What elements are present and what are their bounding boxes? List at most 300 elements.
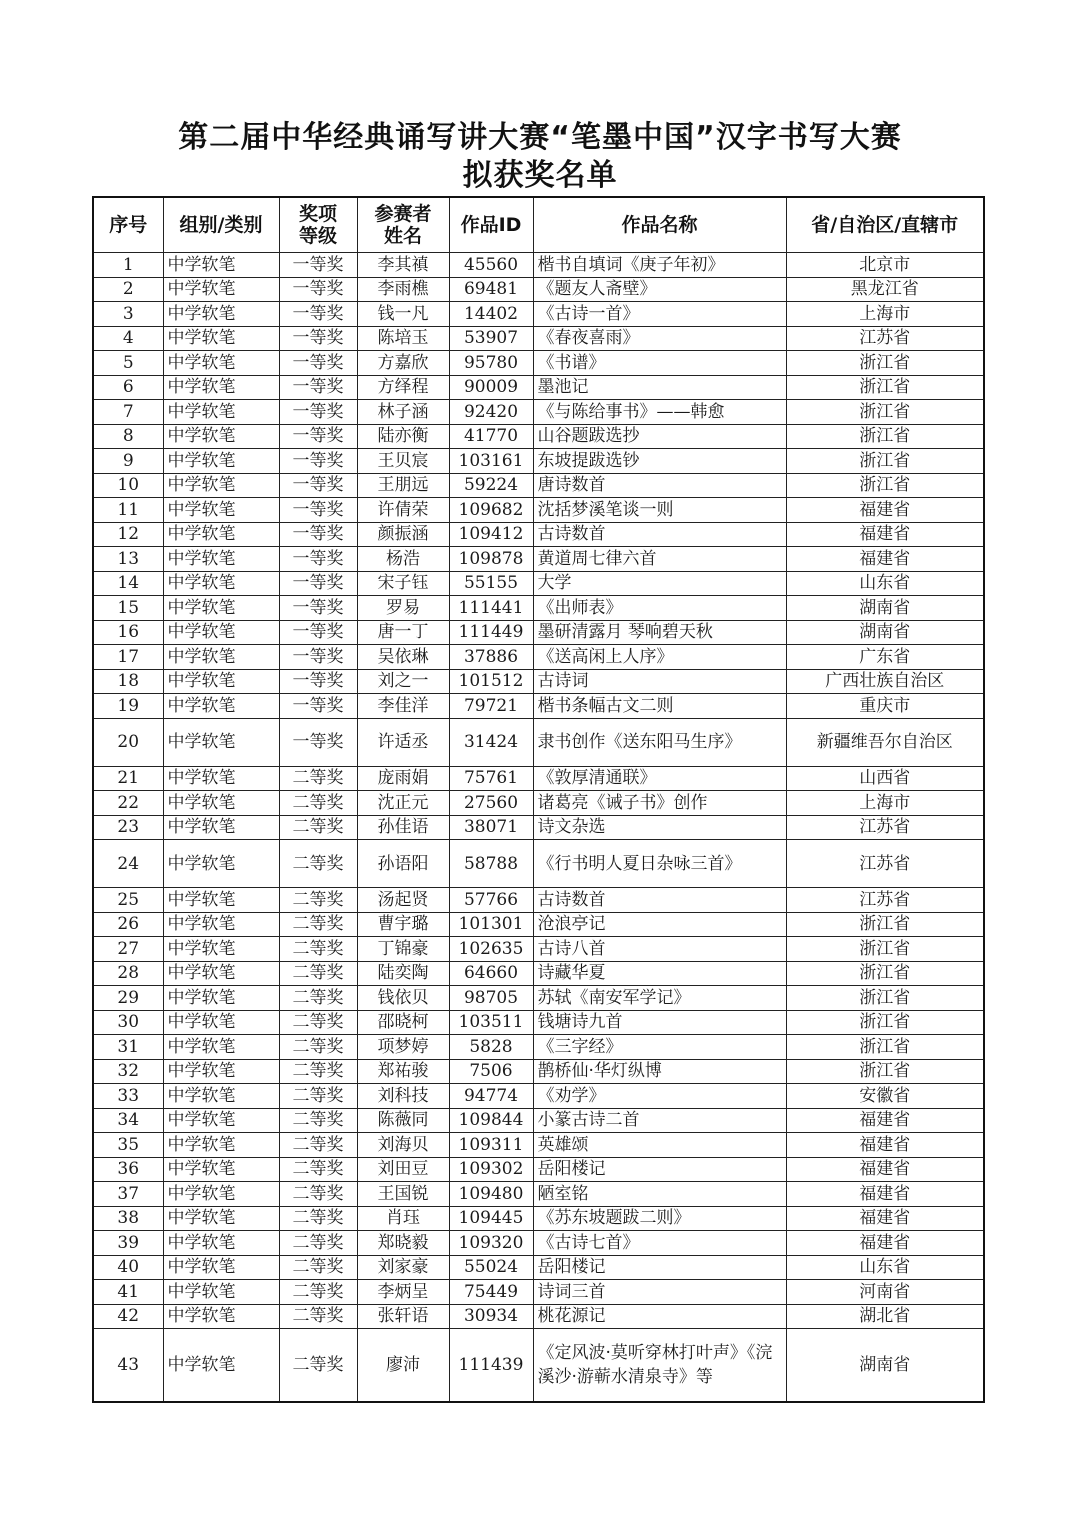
row-work-title: 钱塘诗九首 <box>533 1010 786 1035</box>
table-row <box>93 1329 984 1403</box>
table-row <box>93 1133 984 1158</box>
row-province: 福建省 <box>786 1108 984 1133</box>
row-number: 33 <box>93 1084 163 1109</box>
row-group: 中学软笔 <box>163 1133 279 1158</box>
row-province: 新疆维吾尔自治区 <box>786 718 984 766</box>
row-province: 湖南省 <box>786 596 984 621</box>
row-group: 中学软笔 <box>163 1329 279 1403</box>
row-province: 江苏省 <box>786 840 984 888</box>
row-number: 17 <box>93 645 163 670</box>
row-province: 山东省 <box>786 1255 984 1280</box>
row-award-level: 二等奖 <box>279 1133 357 1158</box>
row-number: 40 <box>93 1255 163 1280</box>
row-group: 中学软笔 <box>163 498 279 523</box>
row-award-level: 一等奖 <box>279 718 357 766</box>
row-participant-name: 罗易 <box>357 596 449 621</box>
row-work-title: 《题友人斋壁》 <box>533 277 786 302</box>
row-work-title: 唐诗数首 <box>533 473 786 498</box>
table-row <box>93 1084 984 1109</box>
table-row <box>93 400 984 425</box>
row-work-id: 75449 <box>449 1280 533 1305</box>
row-province: 浙江省 <box>786 351 984 376</box>
table-row <box>93 937 984 962</box>
row-award-level: 二等奖 <box>279 840 357 888</box>
row-award-level: 二等奖 <box>279 912 357 937</box>
row-work-title: 《书谱》 <box>533 351 786 376</box>
table-row <box>93 620 984 645</box>
row-work-id: 111441 <box>449 596 533 621</box>
row-participant-name: 廖沛 <box>357 1329 449 1403</box>
row-work-title: 《古诗一首》 <box>533 302 786 327</box>
row-work-id: 109412 <box>449 522 533 547</box>
row-work-id: 102635 <box>449 937 533 962</box>
row-number: 1 <box>93 253 163 278</box>
row-award-level: 一等奖 <box>279 498 357 523</box>
row-work-id: 90009 <box>449 375 533 400</box>
row-province: 河南省 <box>786 1280 984 1305</box>
row-province: 浙江省 <box>786 961 984 986</box>
table-row <box>93 815 984 840</box>
row-work-title: 《苏东坡题跋二则》 <box>533 1206 786 1231</box>
row-province: 浙江省 <box>786 937 984 962</box>
table-row <box>93 326 984 351</box>
row-work-title: 隶书创作《送东阳马生序》 <box>533 718 786 766</box>
row-work-title: 《春夜喜雨》 <box>533 326 786 351</box>
row-participant-name: 刘科技 <box>357 1084 449 1109</box>
row-province: 浙江省 <box>786 1010 984 1035</box>
row-province: 福建省 <box>786 1182 984 1207</box>
row-group: 中学软笔 <box>163 596 279 621</box>
row-work-id: 64660 <box>449 961 533 986</box>
row-province: 浙江省 <box>786 986 984 1011</box>
row-participant-name: 李佳洋 <box>357 694 449 719</box>
row-award-level: 一等奖 <box>279 424 357 449</box>
row-award-level: 二等奖 <box>279 791 357 816</box>
row-group: 中学软笔 <box>163 1108 279 1133</box>
row-work-title: 诗词三首 <box>533 1280 786 1305</box>
row-participant-name: 王国锐 <box>357 1182 449 1207</box>
table-row <box>93 302 984 327</box>
row-work-id: 69481 <box>449 277 533 302</box>
row-number: 7 <box>93 400 163 425</box>
table-header-row <box>93 197 984 253</box>
row-award-level: 二等奖 <box>279 1304 357 1329</box>
row-work-id: 95780 <box>449 351 533 376</box>
row-participant-name: 肖珏 <box>357 1206 449 1231</box>
row-number: 10 <box>93 473 163 498</box>
table-row <box>93 547 984 572</box>
row-group: 中学软笔 <box>163 547 279 572</box>
row-award-level: 二等奖 <box>279 1010 357 1035</box>
row-work-id: 109445 <box>449 1206 533 1231</box>
row-group: 中学软笔 <box>163 1206 279 1231</box>
row-number: 19 <box>93 694 163 719</box>
row-number: 30 <box>93 1010 163 1035</box>
row-province: 湖北省 <box>786 1304 984 1329</box>
row-number: 43 <box>93 1329 163 1403</box>
row-province: 黑龙江省 <box>786 277 984 302</box>
row-work-title: 楷书条幅古文二则 <box>533 694 786 719</box>
row-province: 浙江省 <box>786 473 984 498</box>
row-award-level: 一等奖 <box>279 400 357 425</box>
row-work-id: 98705 <box>449 986 533 1011</box>
row-group: 中学软笔 <box>163 424 279 449</box>
row-work-id: 101301 <box>449 912 533 937</box>
row-work-id: 27560 <box>449 791 533 816</box>
page-subtitle: 拟获奖名单 <box>462 158 618 193</box>
table-row <box>93 766 984 791</box>
row-participant-name: 钱依贝 <box>357 986 449 1011</box>
row-group: 中学软笔 <box>163 351 279 376</box>
row-group: 中学软笔 <box>163 791 279 816</box>
row-province: 江苏省 <box>786 815 984 840</box>
table-row <box>93 277 984 302</box>
row-award-level: 一等奖 <box>279 253 357 278</box>
row-participant-name: 丁锦豪 <box>357 937 449 962</box>
row-group: 中学软笔 <box>163 1035 279 1060</box>
table-row <box>93 449 984 474</box>
row-work-title: 岳阳楼记 <box>533 1255 786 1280</box>
row-group: 中学软笔 <box>163 645 279 670</box>
row-number: 12 <box>93 522 163 547</box>
row-province: 上海市 <box>786 302 984 327</box>
row-group: 中学软笔 <box>163 473 279 498</box>
row-work-id: 37886 <box>449 645 533 670</box>
row-work-title: 《送高闲上人序》 <box>533 645 786 670</box>
table-row <box>93 571 984 596</box>
row-number: 42 <box>93 1304 163 1329</box>
table-row <box>93 1231 984 1256</box>
row-work-title: 沈括梦溪笔谈一则 <box>533 498 786 523</box>
row-award-level: 二等奖 <box>279 1206 357 1231</box>
row-participant-name: 曹宇璐 <box>357 912 449 937</box>
row-award-level: 一等奖 <box>279 277 357 302</box>
row-number: 26 <box>93 912 163 937</box>
row-group: 中学软笔 <box>163 840 279 888</box>
header-award-level: 奖项等级 <box>279 197 357 253</box>
header-work-title: 作品名称 <box>533 197 786 253</box>
row-province: 广东省 <box>786 645 984 670</box>
row-group: 中学软笔 <box>163 1010 279 1035</box>
row-group: 中学软笔 <box>163 1304 279 1329</box>
row-participant-name: 陈培玉 <box>357 326 449 351</box>
row-province: 山东省 <box>786 571 984 596</box>
row-work-title: 《三字经》 <box>533 1035 786 1060</box>
row-work-title: 《劝学》 <box>533 1084 786 1109</box>
row-number: 9 <box>93 449 163 474</box>
table-row <box>93 694 984 719</box>
row-group: 中学软笔 <box>163 277 279 302</box>
row-number: 32 <box>93 1059 163 1084</box>
table-row <box>93 718 984 766</box>
row-participant-name: 钱一凡 <box>357 302 449 327</box>
row-province: 福建省 <box>786 1206 984 1231</box>
row-work-id: 57766 <box>449 888 533 913</box>
row-participant-name: 邵晓柯 <box>357 1010 449 1035</box>
row-number: 6 <box>93 375 163 400</box>
table-row <box>93 596 984 621</box>
row-province: 福建省 <box>786 522 984 547</box>
row-participant-name: 林子涵 <box>357 400 449 425</box>
row-group: 中学软笔 <box>163 1255 279 1280</box>
row-work-title: 诗文杂选 <box>533 815 786 840</box>
row-group: 中学软笔 <box>163 912 279 937</box>
row-work-id: 111439 <box>449 1329 533 1403</box>
row-award-level: 一等奖 <box>279 596 357 621</box>
row-group: 中学软笔 <box>163 302 279 327</box>
row-participant-name: 汤起贤 <box>357 888 449 913</box>
row-award-level: 二等奖 <box>279 1329 357 1403</box>
row-work-title: 东坡提跋选钞 <box>533 449 786 474</box>
row-group: 中学软笔 <box>163 669 279 694</box>
row-group: 中学软笔 <box>163 986 279 1011</box>
row-number: 20 <box>93 718 163 766</box>
row-number: 34 <box>93 1108 163 1133</box>
row-work-title: 《与陈给事书》——韩愈 <box>533 400 786 425</box>
row-province: 浙江省 <box>786 424 984 449</box>
row-participant-name: 吴依琳 <box>357 645 449 670</box>
row-award-level: 二等奖 <box>279 1108 357 1133</box>
table-row <box>93 1255 984 1280</box>
row-group: 中学软笔 <box>163 694 279 719</box>
row-award-level: 一等奖 <box>279 473 357 498</box>
row-award-level: 一等奖 <box>279 620 357 645</box>
row-work-title: 沧浪亭记 <box>533 912 786 937</box>
row-number: 4 <box>93 326 163 351</box>
row-participant-name: 刘之一 <box>357 669 449 694</box>
table-body <box>93 253 984 1403</box>
row-province: 山西省 <box>786 766 984 791</box>
row-participant-name: 陈薇同 <box>357 1108 449 1133</box>
row-award-level: 一等奖 <box>279 522 357 547</box>
row-work-id: 14402 <box>449 302 533 327</box>
row-number: 29 <box>93 986 163 1011</box>
row-work-title: 古诗数首 <box>533 522 786 547</box>
row-work-id: 55155 <box>449 571 533 596</box>
row-number: 39 <box>93 1231 163 1256</box>
row-work-title: 古诗数首 <box>533 888 786 913</box>
row-province: 浙江省 <box>786 1059 984 1084</box>
row-work-title: 《行书明人夏日杂咏三首》 <box>533 840 786 888</box>
table-row <box>93 888 984 913</box>
row-province: 福建省 <box>786 1157 984 1182</box>
row-participant-name: 张轩语 <box>357 1304 449 1329</box>
row-work-title: 诗藏华夏 <box>533 961 786 986</box>
row-province: 浙江省 <box>786 400 984 425</box>
row-award-level: 二等奖 <box>279 815 357 840</box>
row-number: 25 <box>93 888 163 913</box>
row-award-level: 一等奖 <box>279 571 357 596</box>
row-participant-name: 沈正元 <box>357 791 449 816</box>
row-group: 中学软笔 <box>163 400 279 425</box>
row-award-level: 二等奖 <box>279 986 357 1011</box>
row-award-level: 一等奖 <box>279 547 357 572</box>
row-number: 15 <box>93 596 163 621</box>
row-number: 16 <box>93 620 163 645</box>
row-award-level: 二等奖 <box>279 961 357 986</box>
row-work-id: 38071 <box>449 815 533 840</box>
row-participant-name: 杨浩 <box>357 547 449 572</box>
row-participant-name: 项梦婷 <box>357 1035 449 1060</box>
row-group: 中学软笔 <box>163 326 279 351</box>
row-province: 福建省 <box>786 1133 984 1158</box>
row-group: 中学软笔 <box>163 937 279 962</box>
row-work-title: 古诗词 <box>533 669 786 694</box>
row-work-title: 诸葛亮《诫子书》创作 <box>533 791 786 816</box>
row-award-level: 二等奖 <box>279 1255 357 1280</box>
table-row <box>93 522 984 547</box>
row-number: 37 <box>93 1182 163 1207</box>
row-work-title: 山谷题跋选抄 <box>533 424 786 449</box>
row-work-id: 30934 <box>449 1304 533 1329</box>
header-group: 组别/类别 <box>163 197 279 253</box>
row-work-id: 45560 <box>449 253 533 278</box>
row-group: 中学软笔 <box>163 375 279 400</box>
row-province: 安徽省 <box>786 1084 984 1109</box>
row-participant-name: 方绎程 <box>357 375 449 400</box>
row-province: 上海市 <box>786 791 984 816</box>
row-number: 5 <box>93 351 163 376</box>
table-row <box>93 1010 984 1035</box>
row-work-id: 5828 <box>449 1035 533 1060</box>
row-province: 浙江省 <box>786 375 984 400</box>
table-row <box>93 253 984 278</box>
row-province: 江苏省 <box>786 888 984 913</box>
table-row <box>93 1157 984 1182</box>
row-award-level: 二等奖 <box>279 1035 357 1060</box>
row-province: 江苏省 <box>786 326 984 351</box>
row-work-title: 古诗八首 <box>533 937 786 962</box>
row-province: 浙江省 <box>786 912 984 937</box>
table-row <box>93 473 984 498</box>
row-participant-name: 李其禛 <box>357 253 449 278</box>
row-number: 14 <box>93 571 163 596</box>
row-participant-name: 许适丞 <box>357 718 449 766</box>
row-number: 35 <box>93 1133 163 1158</box>
row-award-level: 一等奖 <box>279 302 357 327</box>
row-number: 38 <box>93 1206 163 1231</box>
row-number: 18 <box>93 669 163 694</box>
row-work-title: 大学 <box>533 571 786 596</box>
table-row <box>93 1059 984 1084</box>
row-participant-name: 庞雨娟 <box>357 766 449 791</box>
row-group: 中学软笔 <box>163 522 279 547</box>
row-work-id: 92420 <box>449 400 533 425</box>
row-group: 中学软笔 <box>163 620 279 645</box>
table-row <box>93 961 984 986</box>
row-award-level: 二等奖 <box>279 1059 357 1084</box>
row-work-title: 楷书自填词《庚子年初》 <box>533 253 786 278</box>
table-row <box>93 424 984 449</box>
row-group: 中学软笔 <box>163 1059 279 1084</box>
table-row <box>93 645 984 670</box>
row-work-id: 75761 <box>449 766 533 791</box>
table-row <box>93 351 984 376</box>
row-work-id: 53907 <box>449 326 533 351</box>
row-work-title: 英雄颂 <box>533 1133 786 1158</box>
table-row <box>93 498 984 523</box>
row-number: 2 <box>93 277 163 302</box>
row-award-level: 二等奖 <box>279 1231 357 1256</box>
row-work-id: 111449 <box>449 620 533 645</box>
row-work-title: 墨研清露月 琴响碧天秋 <box>533 620 786 645</box>
row-work-title: 桃花源记 <box>533 1304 786 1329</box>
row-participant-name: 王贝宸 <box>357 449 449 474</box>
row-award-level: 一等奖 <box>279 351 357 376</box>
row-award-level: 二等奖 <box>279 888 357 913</box>
row-number: 22 <box>93 791 163 816</box>
row-work-id: 109844 <box>449 1108 533 1133</box>
row-work-title: 墨池记 <box>533 375 786 400</box>
row-participant-name: 刘海贝 <box>357 1133 449 1158</box>
row-award-level: 一等奖 <box>279 645 357 670</box>
row-work-id: 55024 <box>449 1255 533 1280</box>
table-row <box>93 840 984 888</box>
row-work-title: 《敦厚清通联》 <box>533 766 786 791</box>
row-work-title: 小篆古诗二首 <box>533 1108 786 1133</box>
table-row <box>93 1035 984 1060</box>
row-group: 中学软笔 <box>163 766 279 791</box>
row-work-title: 鹊桥仙·华灯纵博 <box>533 1059 786 1084</box>
row-work-title: 《定风波·莫听穿林打叶声》《浣溪沙·游蕲水清泉寺》等 <box>533 1329 786 1403</box>
row-work-id: 94774 <box>449 1084 533 1109</box>
row-work-id: 109320 <box>449 1231 533 1256</box>
header-participant-name: 参赛者姓名 <box>357 197 449 253</box>
row-work-id: 109682 <box>449 498 533 523</box>
row-work-id: 79721 <box>449 694 533 719</box>
row-work-id: 103511 <box>449 1010 533 1035</box>
page-title: 第二届中华经典诵写讲大赛“笔墨中国”汉字书写大赛 <box>178 120 902 155</box>
row-participant-name: 方嘉欣 <box>357 351 449 376</box>
row-participant-name: 郑祐骏 <box>357 1059 449 1084</box>
table-row <box>93 669 984 694</box>
row-work-title: 岳阳楼记 <box>533 1157 786 1182</box>
row-province: 湖南省 <box>786 620 984 645</box>
row-group: 中学软笔 <box>163 888 279 913</box>
row-work-id: 103161 <box>449 449 533 474</box>
row-award-level: 二等奖 <box>279 1157 357 1182</box>
row-province: 重庆市 <box>786 694 984 719</box>
row-work-id: 41770 <box>449 424 533 449</box>
row-award-level: 一等奖 <box>279 326 357 351</box>
row-participant-name: 刘家豪 <box>357 1255 449 1280</box>
row-participant-name: 孙佳语 <box>357 815 449 840</box>
award-table <box>92 196 985 1403</box>
header-number: 序号 <box>93 197 163 253</box>
table-row <box>93 1108 984 1133</box>
row-work-title: 黄道周七律六首 <box>533 547 786 572</box>
row-number: 23 <box>93 815 163 840</box>
row-province: 广西壮族自治区 <box>786 669 984 694</box>
table-row <box>93 1206 984 1231</box>
row-award-level: 二等奖 <box>279 766 357 791</box>
header-province: 省/自治区/直辖市 <box>786 197 984 253</box>
row-work-id: 109878 <box>449 547 533 572</box>
row-number: 24 <box>93 840 163 888</box>
row-number: 31 <box>93 1035 163 1060</box>
row-participant-name: 颜振涵 <box>357 522 449 547</box>
row-group: 中学软笔 <box>163 1182 279 1207</box>
row-participant-name: 宋子钰 <box>357 571 449 596</box>
row-participant-name: 孙语阳 <box>357 840 449 888</box>
row-number: 11 <box>93 498 163 523</box>
row-number: 8 <box>93 424 163 449</box>
row-award-level: 二等奖 <box>279 937 357 962</box>
row-participant-name: 李雨樵 <box>357 277 449 302</box>
row-participant-name: 王朋远 <box>357 473 449 498</box>
row-number: 36 <box>93 1157 163 1182</box>
row-group: 中学软笔 <box>163 1157 279 1182</box>
